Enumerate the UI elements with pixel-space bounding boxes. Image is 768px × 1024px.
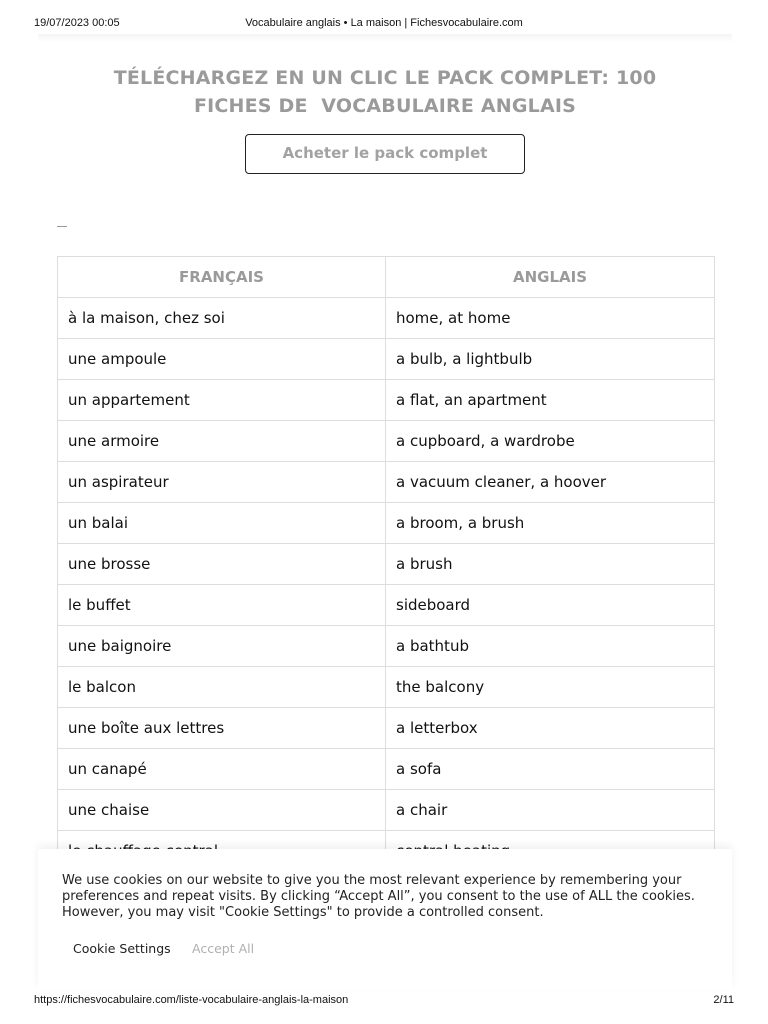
cookie-banner xyxy=(38,849,732,990)
promo-title xyxy=(80,64,690,120)
table-row xyxy=(58,790,715,831)
cell-french: une brosse xyxy=(58,544,386,585)
cell-french: une armoire xyxy=(58,421,386,462)
column-header-english: ANGLAIS xyxy=(386,257,715,298)
promo-title-line-2: FICHES DE VOCABULAIRE ANGLAIS xyxy=(193,95,577,117)
table-row xyxy=(58,585,715,626)
table-row xyxy=(58,503,715,544)
cell-english: sideboard xyxy=(386,585,715,626)
print-header xyxy=(34,17,734,31)
cell-french: un aspirateur xyxy=(58,462,386,503)
column-header-french: FRANÇAIS xyxy=(58,257,386,298)
cell-french: une chaise xyxy=(58,790,386,831)
cell-english: a cupboard, a wardrobe xyxy=(386,421,715,462)
cell-french: un canapé xyxy=(58,749,386,790)
accept-all-button[interactable]: Accept All xyxy=(192,941,255,956)
cell-english: the balcony xyxy=(386,667,715,708)
cell-french: le balcon xyxy=(58,667,386,708)
table-row xyxy=(58,421,715,462)
table-row xyxy=(58,708,715,749)
cookie-settings-button[interactable]: Cookie Settings xyxy=(73,941,171,956)
table-header-row xyxy=(58,257,715,298)
cell-english: a bathtub xyxy=(386,626,715,667)
table-row xyxy=(58,667,715,708)
cell-english: a sofa xyxy=(386,749,715,790)
print-page-title: Vocabulaire anglais • La maison | Fichesvocabulaire.com xyxy=(245,17,523,29)
print-date: 19/07/2023 00:05 xyxy=(34,17,120,29)
promo-title-line-1: TÉLÉCHARGEZ EN UN CLIC LE PACK COMPLET: 100 xyxy=(113,67,657,89)
cell-french: un balai xyxy=(58,503,386,544)
table-row xyxy=(58,380,715,421)
table-body xyxy=(58,298,715,872)
table-row xyxy=(58,462,715,503)
cell-english: a letterbox xyxy=(386,708,715,749)
cell-english: a vacuum cleaner, a hoover xyxy=(386,462,715,503)
cell-english: a brush xyxy=(386,544,715,585)
vocabulary-table xyxy=(57,256,715,872)
cell-english: a bulb, a lightbulb xyxy=(386,339,715,380)
print-footer xyxy=(34,994,734,1008)
cell-english: a flat, an apartment xyxy=(386,380,715,421)
print-page-number: 2/11 xyxy=(713,994,734,1006)
cell-french: à la maison, chez soi xyxy=(58,298,386,339)
buy-pack-button[interactable]: Acheter le pack complet xyxy=(245,134,525,174)
cell-french: le buffet xyxy=(58,585,386,626)
table-row xyxy=(58,626,715,667)
separator-dash xyxy=(57,226,67,227)
cell-french: une ampoule xyxy=(58,339,386,380)
cell-english: home, at home xyxy=(386,298,715,339)
cell-french: un appartement xyxy=(58,380,386,421)
table-row xyxy=(58,339,715,380)
cell-english: a broom, a brush xyxy=(386,503,715,544)
table-row xyxy=(58,298,715,339)
cell-french: une boîte aux lettres xyxy=(58,708,386,749)
cookie-message: We use cookies on our website to give you the most relevant experience by remembering your preferences and repeat visits. By clicking “Accept All”, you consent to the use of ALL the cookies. However, you may visit "Cookie Settings" to provide a controlled consent. xyxy=(62,873,695,920)
table-row xyxy=(58,749,715,790)
cell-english: a chair xyxy=(386,790,715,831)
print-url: https://fichesvocabulaire.com/liste-vocabulaire-anglais-la-maison xyxy=(34,994,349,1006)
page-top-edge xyxy=(38,34,732,42)
cell-french: une baignoire xyxy=(58,626,386,667)
table-row xyxy=(58,544,715,585)
